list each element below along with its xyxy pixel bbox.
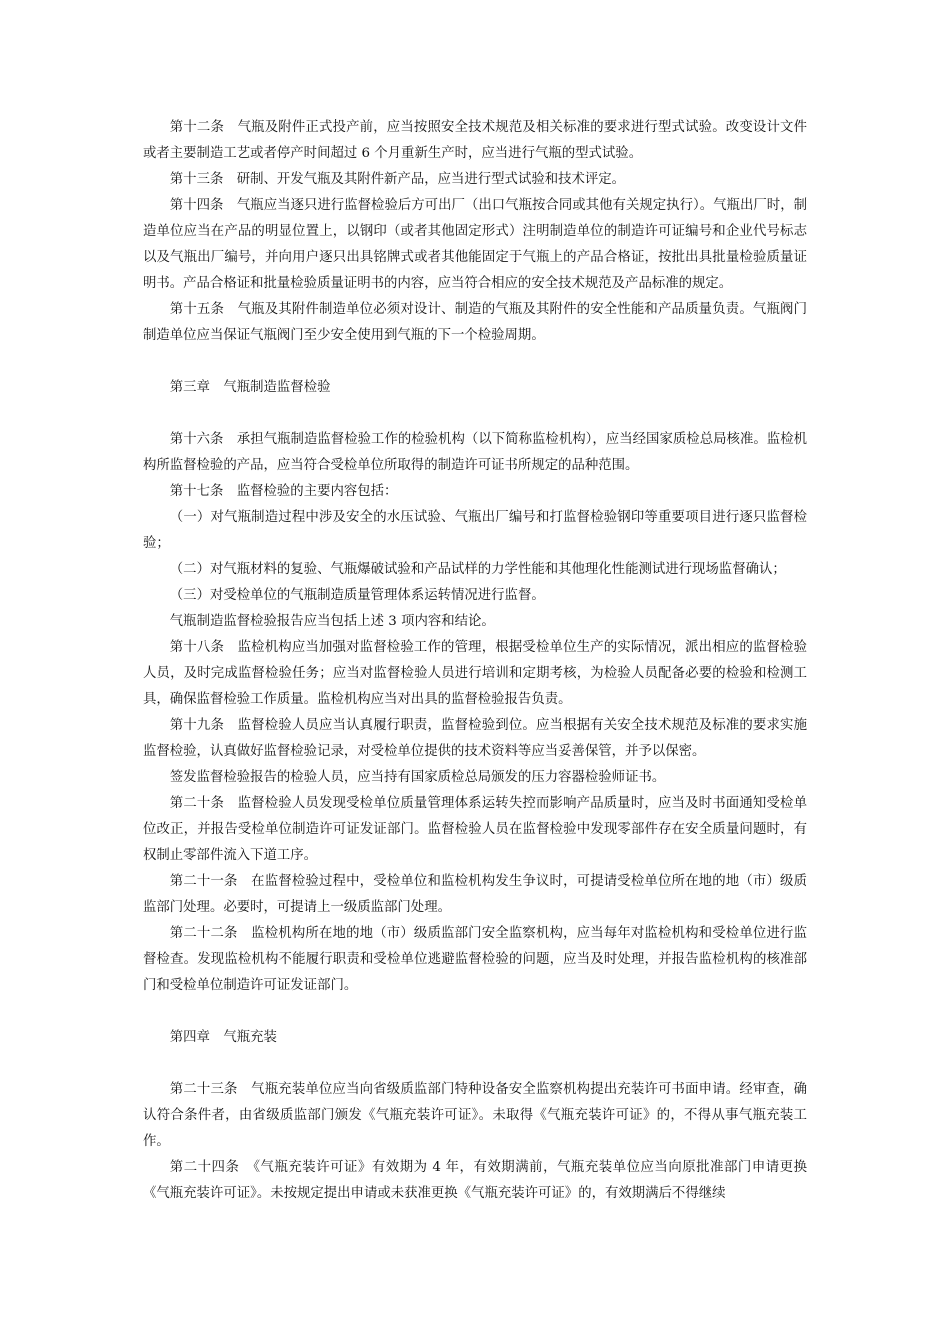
article-23: 第二十三条 气瓶充装单位应当向省级质监部门特种设备安全监察机构提出充装许可书面申请。经审查，确认符合条件者，由省级质监部门颁发《气瓶充装许可证》。未取得《气瓶充装许可证》的，不得从事气瓶充装工作。 — [143, 1082, 807, 1149]
article-18: 第十八条 监检机构应当加强对监督检验工作的管理，根据受检单位生产的实际情况，派出相应的监督检验人员，及时完成监督检验任务；应当对监督检验人员进行培训和定期考核，为检验人员配备必要的检验和检测工具，确保监督检验工作质量。监检机构应当对出具的监督检验报告负责。 — [143, 640, 807, 707]
article-15: 第十五条 气瓶及其附件制造单位必须对设计、制造的气瓶及其附件的安全性能和产品质量负责。气瓶阀门制造单位应当保证气瓶阀门至少安全使用到气瓶的下一个检验周期。 — [143, 302, 807, 343]
article-21: 第二十一条 在监督检验过程中，受检单位和监检机构发生争议时，可提请受检单位所在地的地（市）级质监部门处理。必要时，可提请上一级质监部门处理。 — [143, 874, 807, 915]
article-17-report: 气瓶制造监督检验报告应当包括上述 3 项内容和结论。 — [169, 614, 495, 629]
chapter-4-heading: 第四章 气瓶充装 — [169, 1030, 277, 1045]
article-13: 第十三条 研制、开发气瓶及其附件新产品，应当进行型式试验和技术评定。 — [169, 172, 626, 187]
article-17-item-3: （三）对受检单位的气瓶制造质量管理体系运转情况进行监督。 — [169, 588, 545, 603]
article-22: 第二十二条 监检机构所在地的地（市）级质监部门安全监察机构，应当每年对监检机构和受检单位进行监督检查。发现监检机构不能履行职责和受检单位逃避监督检验的问题，应当及时处理，并报告监检机构的核准部门和受检单位制造许可证发证部门。 — [143, 926, 807, 993]
article-17-item-1: （一）对气瓶制造过程中涉及安全的水压试验、气瓶出厂编号和打监督检验钢印等重要项目进行逐只监督检验； — [143, 510, 807, 551]
article-17: 第十七条 监督检验的主要内容包括： — [169, 484, 398, 499]
article-19-signatory: 签发监督检验报告的检验人员，应当持有国家质检总局颁发的压力容器检验师证书。 — [169, 770, 666, 785]
article-17-item-2: （二）对气瓶材料的复验、气瓶爆破试验和产品试样的力学性能和其他理化性能测试进行现场监督确认； — [169, 562, 786, 577]
article-12: 第十二条 气瓶及附件正式投产前，应当按照安全技术规范及相关标准的要求进行型式试验。改变设计文件或者主要制造工艺或者停产时间超过 6 个月重新生产时，应当进行气瓶的型式试验。 — [143, 120, 807, 161]
document-body — [143, 115, 807, 1207]
article-19: 第十九条 监督检验人员应当认真履行职责，监督检验到位。应当根据有关安全技术规范及标准的要求实施监督检验，认真做好监督检验记录，对受检单位提供的技术资料等应当妥善保管，并予以保密。 — [143, 718, 807, 759]
article-16: 第十六条 承担气瓶制造监督检验工作的检验机构（以下简称监检机构），应当经国家质检总局核准。监检机构所监督检验的产品，应当符合受检单位所取得的制造许可证书所规定的品种范围。 — [143, 432, 807, 473]
chapter-3-heading: 第三章 气瓶制造监督检验 — [169, 380, 331, 395]
article-14: 第十四条 气瓶应当逐只进行监督检验后方可出厂（出口气瓶按合同或其他有关规定执行）。气瓶出厂时，制造单位应当在产品的明显位置上，以钢印（或者其他固定形式）注明制造单位的制造许可证编号和企业代号标志以及气瓶出厂编号，并向用户逐只出具铭牌式或者其他能固定于气瓶上的产品合格证，按批出具批量检验质量证明书。产品合格证和批量检验质量证明书的内容，应当符合相应的安全技术规范及产品标准的规定。 — [143, 198, 807, 291]
article-20: 第二十条 监督检验人员发现受检单位质量管理体系运转失控而影响产品质量时，应当及时书面通知受检单位改正，并报告受检单位制造许可证发证部门。监督检验人员在监督检验中发现零部件存在安全质量问题时，有权制止零部件流入下道工序。 — [143, 796, 807, 863]
article-24: 第二十四条 《气瓶充装许可证》有效期为 4 年，有效期满前，气瓶充装单位应当向原批准部门申请更换《气瓶充装许可证》。未按规定提出申请或未获准更换《气瓶充装许可证》的，有效期满后不得继续 — [143, 1160, 807, 1201]
